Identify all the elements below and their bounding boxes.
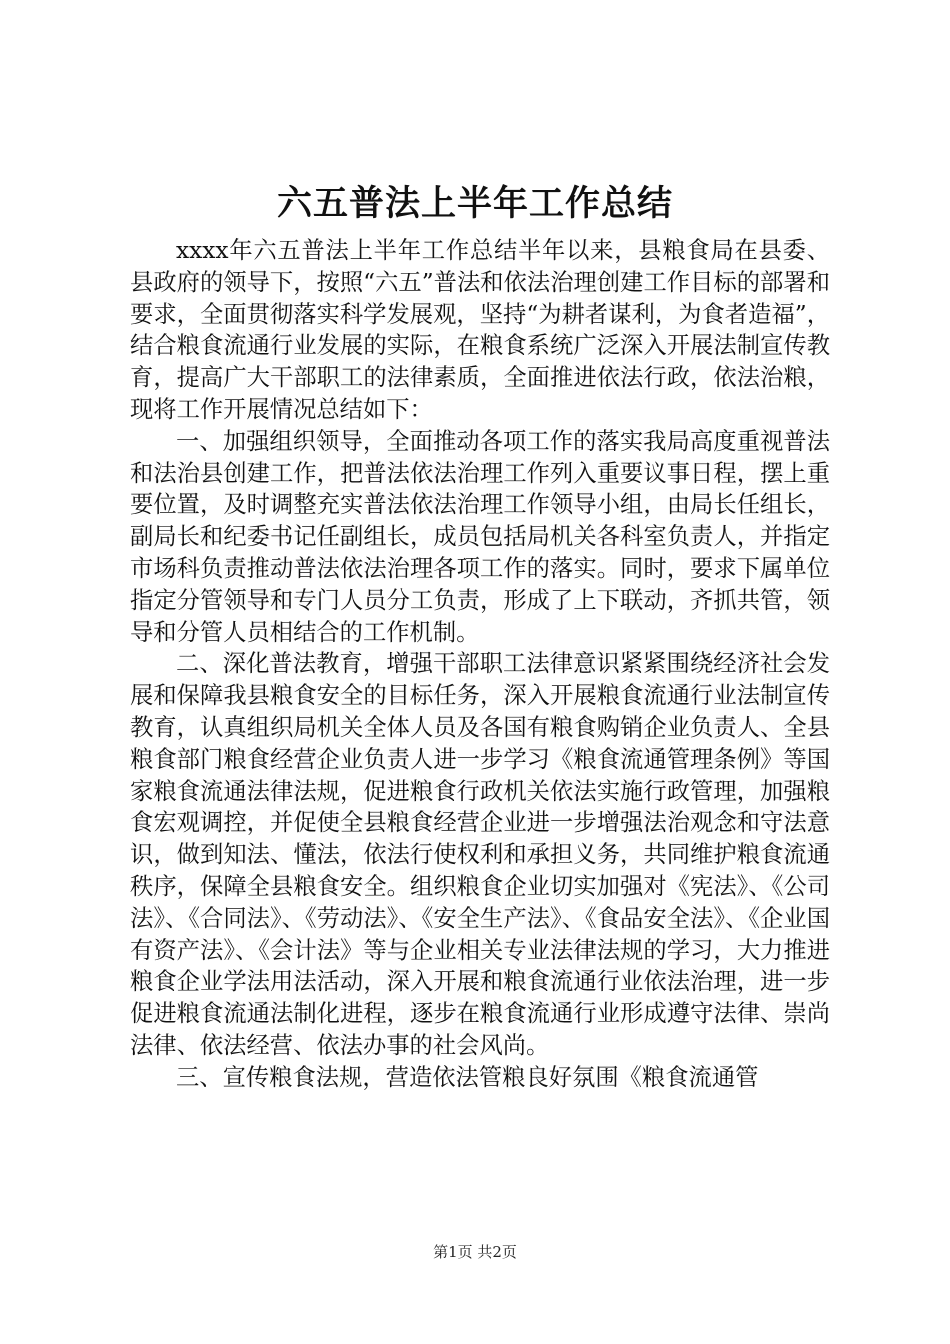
- section-three-paragraph: 三、宣传粮食法规，营造依法管粮良好氛围《粮食流通管: [176, 1063, 759, 1091]
- document-body: [130, 235, 830, 1094]
- section-two-paragraph: 二、深化普法教育，增强干部职工法律意识紧紧围绕经济社会发展和保障我县粮食安全的目标任务，深入开展粮食流通行业法制宣传教育，认真组织局机关全体人员及各国有粮食购销企业负责人、全县粮食部门粮食经营企业负责人进一步学习《粮食流通管理条例》等国家粮食流通法律法规，促进粮食行政机关依法实施行政管理，加强粮食宏观调控，并促使全县粮食经营企业进一步增强法治观念和守法意识，做到知法、懂法，依法行使权利和承担义务，共同维护粮食流通秩序，保障全县粮食安全。组织粮食企业切实加强对《宪法》、《公司法》、《合同法》、《劳动法》、《安全生产法》、《食品安全法》、《企业国有资产法》、《会计法》等与企业相关专业法律法规的学习，大力推进粮食企业学法用法活动，深入开展和粮食流通行业依法治理，进一步促进粮食流通法制化进程，逐步在粮食流通行业形成遵守法律、崇尚法律、依法经营、依法办事的社会风尚。: [130, 650, 830, 1059]
- intro-paragraph: xxxx年六五普法上半年工作总结半年以来，县粮食局在县委、县政府的领导下，按照“六五”普法和依法治理创建工作目标的部署和要求，全面贯彻落实科学发展观，坚持“为耕者谋利，为食者造福”，结合粮食流通行业发展的实际，在粮食系统广泛深入开展法制宣传教育，提高广大干部职工的法律素质，全面推进依法行政，依法治粮，现将工作开展情况总结如下：: [130, 237, 830, 423]
- page-footer: 第1页 共2页: [433, 1243, 517, 1261]
- document-title: 六五普法上半年工作总结: [276, 183, 673, 224]
- section-one-paragraph: 一、加强组织领导，全面推动各项工作的落实我局高度重视普法和法治县创建工作，把普法依法治理工作列入重要议事日程，摆上重要位置，及时调整充实普法依法治理工作领导小组，由局长任组长，副局长和纪委书记任副组长，成员包括局机关各科室负责人，并指定市场科负责推动普法依法治理各项工作的落实。同时，要求下属单位指定分管领导和专门人员分工负责，形成了上下联动，齐抓共管，领导和分管人员相结合的工作机制。: [130, 427, 830, 646]
